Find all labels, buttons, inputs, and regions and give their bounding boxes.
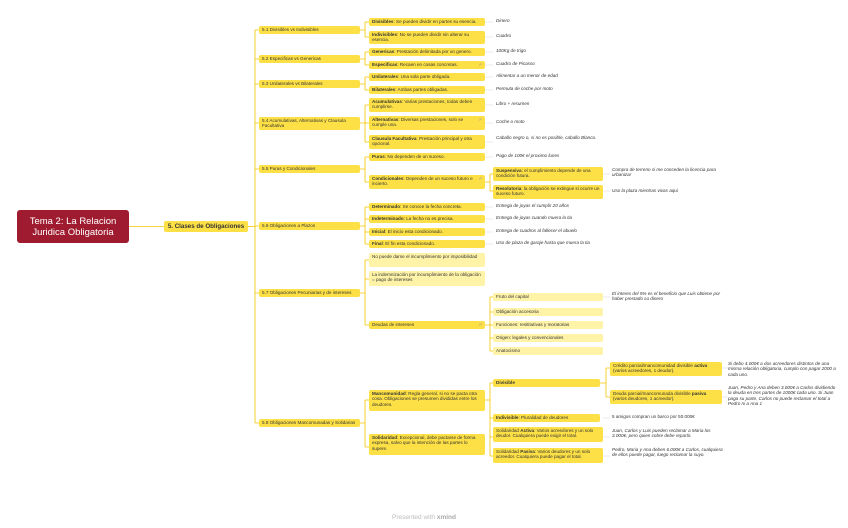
item-desc: : Regla general, si no se pacta otra cosa. Obligaciones se presumen divididas entre los deudores. [372,391,477,407]
item-desc: : Diversas prestaciones, solo se cumple una. [372,117,464,128]
item-desc: : Varios deudores y un solo acreedor. Cualquiera puede pagar el total. [496,449,591,460]
item-solidaridad-pasiva[interactable] [493,448,603,463]
example-final: Uso de plaza de garaje hasta que muera la tia [496,240,590,245]
note-icon: P [479,117,482,122]
section-5-8[interactable]: 5.8 Obligaciones Mancomunadas y Solidarias [259,419,360,427]
section-5-3[interactable]: 5.3 Unilaterales vs Bilaterales [259,80,360,88]
item-fruto-capital[interactable]: Fruto del capital [493,293,603,301]
note-icon: P [479,62,482,67]
item-suspensiva[interactable] [493,167,603,181]
item-title: Deudas de intereses [372,322,415,327]
example-clausula: Caballo negro o, si no es posible, caballo Blanco. [496,135,597,140]
item-deuda-parcial-pasiva[interactable] [610,390,722,404]
item-desc: : Recaen en cosas concretas. [397,62,458,67]
root-topic[interactable] [17,210,129,243]
item-deudas-intereses[interactable] [369,321,485,329]
item-title: Solidaridad [496,428,521,433]
item-funciones[interactable]: Funciones: resititutivas y moratorias [493,321,603,329]
example-puras: Pago de 100€ el proximo lunes [496,153,560,158]
item-desc: : Se pueden dividir en partes su esencia. [393,19,477,24]
item-desc: : Prestación delimitada por un genero. [394,49,472,54]
item-solidaridad[interactable] [369,434,485,455]
section-5-6[interactable]: 5.6 Obligaciones a Plazos [259,222,360,230]
example-alternativas: Coche o moto [496,119,525,124]
item-clausula-facultativa[interactable] [369,135,485,149]
item-title: Acumulativas [372,99,402,104]
item-title: Unilaterales [372,74,399,79]
item-especificas[interactable] [369,61,485,69]
example-divisibles: Dinero [496,18,510,23]
item-origen[interactable]: Origen: legales y convencionales [493,334,603,342]
item-title: Indivisible [496,415,519,420]
item-desc: : Varias prestaciones, todas deben cumplirse. [372,99,473,110]
item-desc: : Dependen de un suceso futuro e incierto. [372,176,473,187]
item-final[interactable] [369,240,485,248]
item-genericas[interactable] [369,48,485,56]
example-indivisible: 5 amigos compran un barco por 50.000€ [612,414,695,419]
item-title: Suspensiva [496,168,522,173]
item-divisibles[interactable] [369,18,485,26]
item-desc: (varios acreedores, 1 deudor). [613,368,675,374]
item-desc: : Excepcional, debe pactarse de forma expresa, salvo que la intención de las partes lo supere. [372,435,476,451]
example-indivisibles: Cuadro [496,33,512,38]
item-desc: : Una sola parte obligada. [398,74,451,79]
item-mancomunidad[interactable] [369,390,485,411]
item-desc: : Se conoce la fecha concreta. [400,204,462,209]
item-title-bold: Activa [520,428,535,433]
item-pecuniaria-imposibilidad[interactable]: No puede darse el incumplimiento por imposibilidad [369,253,485,267]
item-title: Determinado [372,204,401,209]
item-title: Divisible [496,380,515,385]
item-divisible[interactable] [493,379,600,387]
example-bilaterales: Permuta de coche por moto [496,86,553,91]
example-inicial: Entrega de cuadros al fallecer el abuelo [496,228,577,233]
item-indivisible[interactable] [493,414,600,422]
item-credito-parcial-activa[interactable] [610,362,722,376]
item-title: Alternativas [372,117,399,122]
item-title: Resolutoria [496,186,522,191]
section-5-7[interactable]: 5.7 Obligaciones Pecuniarias y de intereses [259,289,360,297]
example-unilaterales: Alimentar a un menor de edad [496,73,558,78]
item-title-bold: Pasiva [520,449,535,454]
item-desc: : No dependen de un suceso. [384,154,445,159]
item-desc: : el cumplimiento depende de una condición futura. [496,168,591,179]
item-desc: : Ambas partes obligadas. [395,87,449,92]
example-indeterminado: Entrega de joyas cuando muera la tia [496,215,573,220]
item-desc: : El inicio esta condicionado. [385,229,443,234]
example-especificas: Cuadro de Picasso [496,61,535,66]
item-title: Inicial [372,229,386,234]
example-solidaridad-pasiva: Pedro, Maria y Ana deben 6.000€ a Carlos, cualquiera de ellos puede pagar, luego reclamar la suyo. [612,447,723,458]
item-title: Especificas [372,62,398,67]
footer-text: Presented with [392,514,437,521]
item-title: Condicionales [372,176,404,181]
section-5-4[interactable]: 5.4 Acumulativas, Alternativas y Clausula Facultativa [259,117,360,130]
item-desc: : La fecha no es precisa. [403,216,454,221]
item-indivisibles[interactable] [369,31,485,44]
note-icon: P [479,322,482,327]
item-title: Divisibles [372,19,394,24]
item-desc: : No se pueden dividir sin alterar su esencia. [372,32,470,43]
example-credito-parcial: Si debo 4.000€ a dos acreedores distintos de una misma relación obligatoria, cumplo con pagar 2000 a cada uno. [728,361,836,377]
item-indeterminado[interactable] [369,215,485,223]
item-title: Clausula Facultativa [372,136,417,141]
item-title: Mancomunidad [372,391,406,396]
example-suspensiva: Compra de terreno si me conceden la licencia para urbanizar [612,167,716,178]
item-title: Solidaridad [496,449,521,454]
item-puras[interactable] [369,153,485,161]
example-resolutoria: Uso la plaza mientras vivas aqui [612,188,678,193]
item-desc: : Prestación principal y otra opcional. [372,136,472,147]
item-title-bold: pasiva [691,391,707,396]
chapter-topic[interactable]: 5. Clases de Obligaciones [164,221,248,232]
item-unilaterales[interactable] [369,73,485,81]
item-title: Crédito parcial/mancomunidad divisible [613,363,695,368]
item-resolutoria[interactable] [493,185,603,199]
item-solidaridad-activa[interactable] [493,427,603,442]
item-desc: : El fin esta condicionado. [382,241,436,246]
note-icon: P [479,176,482,181]
item-title: Solidaridad [372,435,398,440]
item-title: Bilaterales [372,87,396,92]
example-solidaridad-activa: Juan, Carlos y Luis pueden reclamar a Maria los 3.000€, pero quien cobre debe repartir. [612,428,711,439]
example-acumulativas: Libro + resumen [496,101,530,106]
footer-brand: xmind [436,514,456,521]
example-genericas: 100Kg de trigo [496,48,526,53]
example-fruto: El interes del 5% es el beneficio que Luis obtiene por haber prestado su dinero [612,291,721,302]
item-bilaterales[interactable] [369,86,485,94]
item-desc: : la obligación se extingue si ocurre un suceso futuro. [496,186,600,197]
item-title: Indivisibles [372,32,398,37]
item-determinado[interactable] [369,203,485,211]
footer [0,514,848,521]
example-deuda-parcial: Juan, Pedro y Ana deben 3.000€ a Carlos dividiendo la deuda en tres partes de 1000€ cada uno. Si Juan paga su parte, Carlos no puede reclamar el total a Pedro ni a Ana 1 [728,385,836,407]
item-pecuniaria-indemnizacion[interactable]: La indemnización por incumplimiento de la obligación = pago de intereses [369,271,485,286]
item-desc: (varios deudores, 1 acreedor). [613,396,675,402]
root-label: Tema 2: La Relacion Juridica Obligatoria [29,215,117,238]
section-5-2[interactable]: 5.2 Especificas vs Genericas [259,55,360,63]
item-title: Puras [372,154,385,159]
item-title: Final [372,241,383,246]
item-anatocismo[interactable]: Anatocismo [493,347,603,355]
example-determinado: Entrega de joyas el cumplir 20 años [496,203,570,208]
item-desc: : Varios acreedores y un solo deudor. Cualquiera puede exigir el total. [496,428,594,439]
item-title: Deuda parcial/mancomunada divisible [613,391,692,396]
item-title-bold: activa [694,363,708,368]
item-title: Genericas [372,49,395,54]
item-alternativas[interactable] [369,116,485,130]
item-desc: : Pluralidad de deudores [518,415,569,420]
item-inicial[interactable] [369,228,485,236]
item-condicionales[interactable] [369,175,485,189]
section-5-1[interactable]: 5.1 Divisibles vs Indivisibles [259,26,360,34]
item-title: Indeterminado [372,216,404,221]
item-obligacion-accesoria[interactable]: Obligación accesoria [493,308,603,316]
section-5-5[interactable]: 5.5 Puras y Condicionales [259,165,360,173]
item-acumulativas[interactable] [369,98,485,112]
